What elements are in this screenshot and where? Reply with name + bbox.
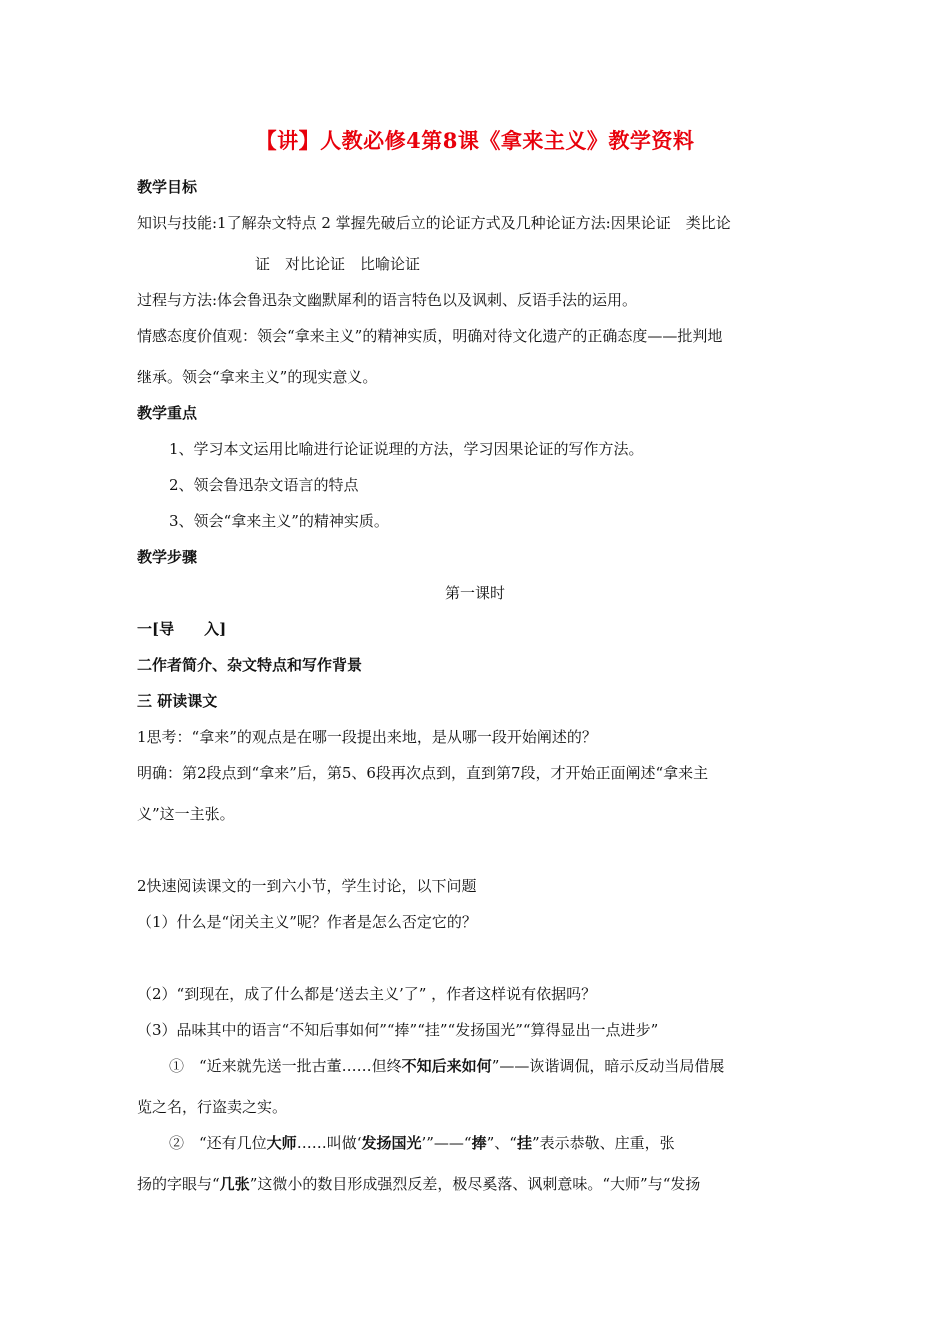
goals-heading: 教学目标 [137,178,198,196]
goals-emotion-line-1: 情感态度价值观：领会“拿来主义”的精神实质，明确对待文化遗产的正确态度——批判地 [137,327,723,345]
analysis-item-2-line-2 [137,1174,700,1194]
text-run: ’”——“ [421,1134,472,1152]
lesson-label: 第一课时 [444,584,505,602]
goals-knowledge-line-2: 证 对比论证 比喻论证 [255,255,421,273]
key-point-item: 2、领会鲁迅杂文语言的特点 [169,476,359,494]
text-run: ……叫做‘ [296,1134,362,1152]
text-run: ① “近来就先送一批古董……但终 [169,1057,402,1075]
question-1: 1思考：“拿来”的观点是在哪一段提出来地，是从哪一段开始阐述的？ [137,728,597,746]
analysis-item-1-line-1 [169,1056,724,1076]
emphasis-text: 挂 [516,1134,532,1152]
emphasis-text: 不知后来如何 [401,1057,492,1075]
section-reading: 三 研读课文 [137,692,218,710]
text-run: ”表示恭敬、庄重，张 [531,1134,675,1152]
answer-1-line-2: 义”这一主张。 [137,805,235,823]
key-point-item: 3、领会“拿来主义”的精神实质。 [169,512,389,530]
goals-knowledge-line-1: 知识与技能:1了解杂文特点 2 掌握先破后立的论证方式及几种论证方法:因果论证 类比论 [137,214,731,232]
steps-heading: 教学步骤 [137,548,198,566]
emphasis-text: 几张 [219,1175,250,1193]
analysis-item-1-line-2: 览之名，行盗卖之实。 [137,1098,288,1116]
goals-process: 过程与方法:体会鲁迅杂文幽默犀利的语言特色以及讽刺、反语手法的运用。 [137,291,638,309]
question-2: 2快速阅读课文的一到六小节，学生讨论，以下问题 [137,877,477,895]
question-2-2: （2）“到现在，成了什么都是‘送去主义’了” ，作者这样说有依据吗？ [137,985,597,1003]
question-2-1: （1）什么是“闭关主义”呢？作者是怎么否定它的？ [137,913,477,931]
goals-emotion-line-2: 继承。领会“拿来主义”的现实意义。 [137,368,378,386]
question-2-3: （3）品味其中的语言“不知后事如何”“捧”“挂”“发扬国光”“算得显出一点进步” [137,1021,659,1039]
text-run: ”、“ [486,1134,517,1152]
section-intro: 一[导 入] [137,620,227,638]
emphasis-text: 捧 [471,1134,487,1152]
emphasis-text: 发扬国光 [361,1134,422,1152]
key-point-item: 1、学习本文运用比喻进行论证说理的方法，学习因果论证的写作方法。 [169,440,644,458]
text-run: ② “还有几位 [169,1134,267,1152]
answer-1-line-1: 明确：第2段点到“拿来”后，第5、6段再次点到，直到第7段，才开始正面阐述“拿来主 [137,764,709,782]
emphasis-text: 大师 [266,1134,297,1152]
document-title: 【讲】人教必修4第8课《拿来主义》教学资料 [255,128,695,153]
text-run: 扬的字眼与“ [137,1175,220,1193]
text-run: ”这微小的数目形成强烈反差，极尽奚落、讽刺意味。“大师”与“发扬 [249,1175,701,1193]
analysis-item-2-line-1 [169,1133,675,1153]
key-points-heading: 教学重点 [137,404,198,422]
text-run: ”——诙谐调侃，暗示反动当局借展 [491,1057,725,1075]
section-author: 二作者简介、杂文特点和写作背景 [137,656,363,674]
